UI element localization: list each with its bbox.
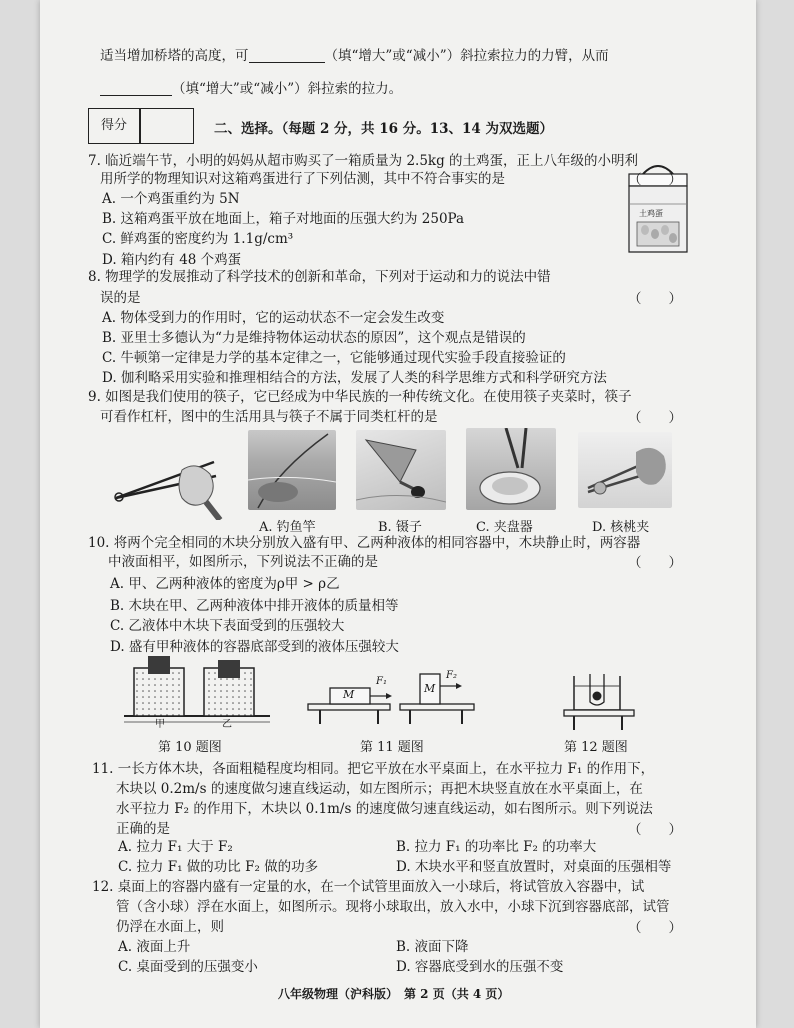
figure-12	[562, 672, 636, 736]
fig10-label-jia: 甲	[155, 719, 165, 730]
answer-blank-2	[100, 81, 172, 96]
q10-option-a: A. 甲、乙两种液体的密度为ρ甲 > ρ乙	[110, 576, 340, 592]
q9-caption-a: A. 钓鱼竿	[259, 520, 316, 535]
q11-option-a: A. 拉力 F₁ 大于 F₂	[118, 839, 233, 855]
q12-option-c: C. 桌面受到的压强变小	[118, 959, 258, 975]
q9-caption-c: C. 夹盘器	[476, 520, 533, 535]
score-box	[88, 108, 194, 144]
q12-stem-2: 管（含小球）浮在水面上，如图所示。现将小球取出，放入水中，小球下沉到容器底部，试管	[116, 899, 670, 915]
top-line-2-text: （填“增大”或“减小”）斜拉索的拉力。	[172, 81, 403, 97]
top-line-1a: 适当增加桥塔的高度，可	[100, 48, 249, 64]
q11-stem-2: 木块以 0.2m/s 的速度做匀速直线运动，如左图所示；再把木块竖直放在水平桌面上，在	[116, 781, 643, 797]
q7-answer-paren: （ ）	[628, 172, 682, 188]
q12-stem-3: 仍浮在水面上，则	[116, 919, 224, 935]
q10-answer-paren: （ ）	[628, 555, 682, 571]
top-line-1b: （填“增大”或“减小”）斜拉索拉力的力臂，从而	[324, 48, 609, 64]
score-divider	[139, 109, 141, 143]
q8-stem-1: 8. 物理学的发展推动了科学技术的创新和革命，下列对于运动和力的说法中错	[88, 269, 551, 285]
q9-caption-b: B. 镊子	[378, 520, 422, 535]
answer-blank-1	[249, 48, 325, 63]
q9-caption-d: D. 核桃夹	[592, 520, 650, 535]
top-line-1	[100, 47, 609, 65]
nutcracker-photo	[578, 432, 672, 508]
q7-option-d: D. 箱内约有 48 个鸡蛋	[102, 252, 242, 268]
fig11-block-m-right: M	[424, 682, 436, 695]
q10-option-b: B. 木块在甲、乙两种液体中排开液体的质量相等	[110, 598, 399, 614]
figure-12-caption: 第 12 题图	[564, 740, 628, 755]
q9-stem-1: 9. 如图是我们使用的筷子，它已经成为中华民族的一种传统文化。在使用筷子夹菜时，筷子	[88, 389, 632, 405]
plate-clamp-photo	[466, 428, 556, 510]
section-title: 二、选择。（每题 2 分，共 16 分。13、14 为双选题）	[214, 121, 554, 137]
q11-stem-3: 水平拉力 F₂ 的作用下，木块以 0.1m/s 的速度做匀速直线运动，如右图所示。则下列说法	[116, 801, 653, 817]
q8-option-a: A. 物体受到力的作用时，它的运动状态不一定会发生改变	[102, 310, 445, 326]
fishing-rod-photo	[248, 430, 336, 510]
q12-option-d: D. 容器底受到水的压强不变	[396, 959, 564, 975]
q11-stem-1: 11. 一长方体木块，各面粗糙程度均相同。把它平放在水平桌面上，在水平拉力 F₁ 的作用下，	[92, 761, 655, 777]
tweezers-photo	[356, 430, 446, 510]
top-line-2	[100, 80, 402, 98]
fig11-force-f1: F₁	[376, 676, 387, 687]
q10-option-d: D. 盛有甲种液体的容器底部受到的液体压强较大	[110, 639, 399, 655]
fig11-block-m-left: M	[343, 688, 355, 701]
q7-option-b: B. 这箱鸡蛋平放在地面上，箱子对地面的压强大约为 250Pa	[102, 211, 465, 227]
q12-stem-1: 12. 桌面上的容器内盛有一定量的水，在一个试管里面放入一小球后，将试管放入容器中，试	[92, 879, 645, 895]
q7-stem-1: 7. 临近端午节，小明的妈妈从超市购买了一箱质量为 2.5kg 的土鸡蛋，正上八年级的小明利	[88, 153, 639, 169]
q10-stem-1: 10. 将两个完全相同的木块分别放入盛有甲、乙两种液体的相同容器中，木块静止时，两容器	[88, 535, 641, 551]
q8-option-b: B. 亚里士多德认为“力是维持物体运动状态的原因”，这个观点是错误的	[102, 330, 526, 346]
page-footer: 八年级物理（沪科版） 第 2 页（共 4 页）	[278, 987, 510, 1001]
fig11-force-f2: F₂	[446, 670, 457, 681]
q9-stem-2: 可看作杠杆，图中的生活用具与筷子不属于同类杠杆的是	[100, 409, 438, 425]
q11-answer-paren: （ ）	[628, 822, 682, 838]
q7-option-c: C. 鲜鸡蛋的密度约为 1.1g/cm³	[102, 231, 294, 247]
q10-option-c: C. 乙液体中木块下表面受到的压强较大	[110, 618, 345, 634]
fig10-label-yi: 乙	[222, 719, 232, 730]
q7-option-a: A. 一个鸡蛋重约为 5N	[102, 191, 240, 207]
q8-option-c: C. 牛顿第一定律是力学的基本定律之一，它能够通过现代实验手段直接验证的	[102, 350, 566, 366]
q11-option-d: D. 木块水平和竖直放置时，对桌面的压强相等	[396, 859, 672, 875]
score-label: 得分	[100, 118, 127, 133]
q8-answer-paren: （ ）	[628, 291, 682, 307]
figure-10	[122, 652, 272, 734]
figure-11	[306, 668, 476, 728]
q12-option-b: B. 液面下降	[396, 939, 469, 955]
q10-stem-2: 中液面相平，如图所示，下列说法不正确的是	[108, 554, 378, 570]
q12-answer-paren: （ ）	[628, 920, 682, 936]
figure-10-caption: 第 10 题图	[158, 740, 222, 755]
q11-stem-4: 正确的是	[116, 821, 170, 837]
egg-box-label: 土鸡蛋	[639, 209, 663, 218]
chopsticks-image	[110, 440, 230, 524]
q7-stem-2: 用所学的物理知识对这箱鸡蛋进行了下列估测，其中不符合事实的是	[100, 171, 505, 187]
q8-stem-2: 误的是	[100, 290, 141, 306]
q11-option-b: B. 拉力 F₁ 的功率比 F₂ 的功率大	[396, 839, 597, 855]
q12-option-a: A. 液面上升	[118, 939, 191, 955]
q8-option-d: D. 伽利略采用实验和推理相结合的方法，发展了人类的科学思维方式和科学研究方法	[102, 370, 607, 386]
q11-option-c: C. 拉力 F₁ 做的功比 F₂ 做的功多	[118, 859, 319, 875]
figure-11-caption: 第 11 题图	[360, 740, 424, 755]
q9-answer-paren: （ ）	[628, 410, 682, 426]
